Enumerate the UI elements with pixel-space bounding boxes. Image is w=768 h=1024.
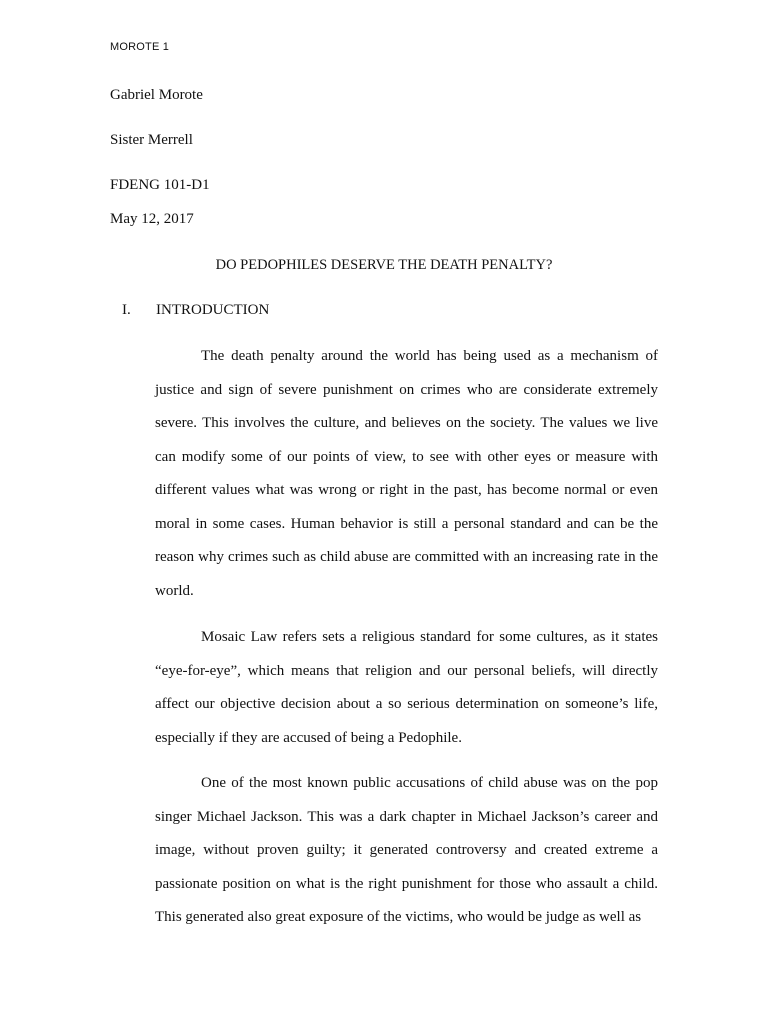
instructor-name: Sister Merrell: [110, 132, 193, 148]
running-head: MOROTE 1: [110, 41, 170, 53]
section-title: INTRODUCTION: [156, 302, 270, 318]
body-paragraph: The death penalty around the world has being used as a mechanism of justice and sign of severe punishment on crimes who are considerate extremely severe. This involves the culture, and believes on the society. The values we live can modify some of our points of view, to see with other eyes or measure with different values what was wrong or right in the past, has become normal or even moral in some cases. Human behavior is still a personal standard and can be the reason why crimes such as child abuse are committed with an increasing rate in the world.: [155, 348, 658, 599]
body-paragraph: Mosaic Law refers sets a religious standard for some cultures, as it states “eye-for-eye”, which means that religion and our personal beliefs, will directly affect our objective decision about a so serious determination on someone’s life, especially if they are accused of being a Pedophile.: [155, 629, 658, 746]
author-name: Gabriel Morote: [110, 87, 203, 103]
section-number: I.: [122, 302, 131, 318]
paper-title: DO PEDOPHILES DESERVE THE DEATH PENALTY?: [215, 257, 553, 273]
document-date: May 12, 2017: [110, 211, 194, 227]
body-paragraph: One of the most known public accusations of child abuse was on the pop singer Michael Jackson. This was a dark chapter in Michael Jackson’s career and image, without proven guilty; it generated controversy and created extreme a passionate position on what is the right punishment for those who assault a child. This generated also great exposure of the victims, who would be judge as well as: [155, 775, 658, 925]
course-code: FDENG 101-D1: [110, 177, 210, 193]
